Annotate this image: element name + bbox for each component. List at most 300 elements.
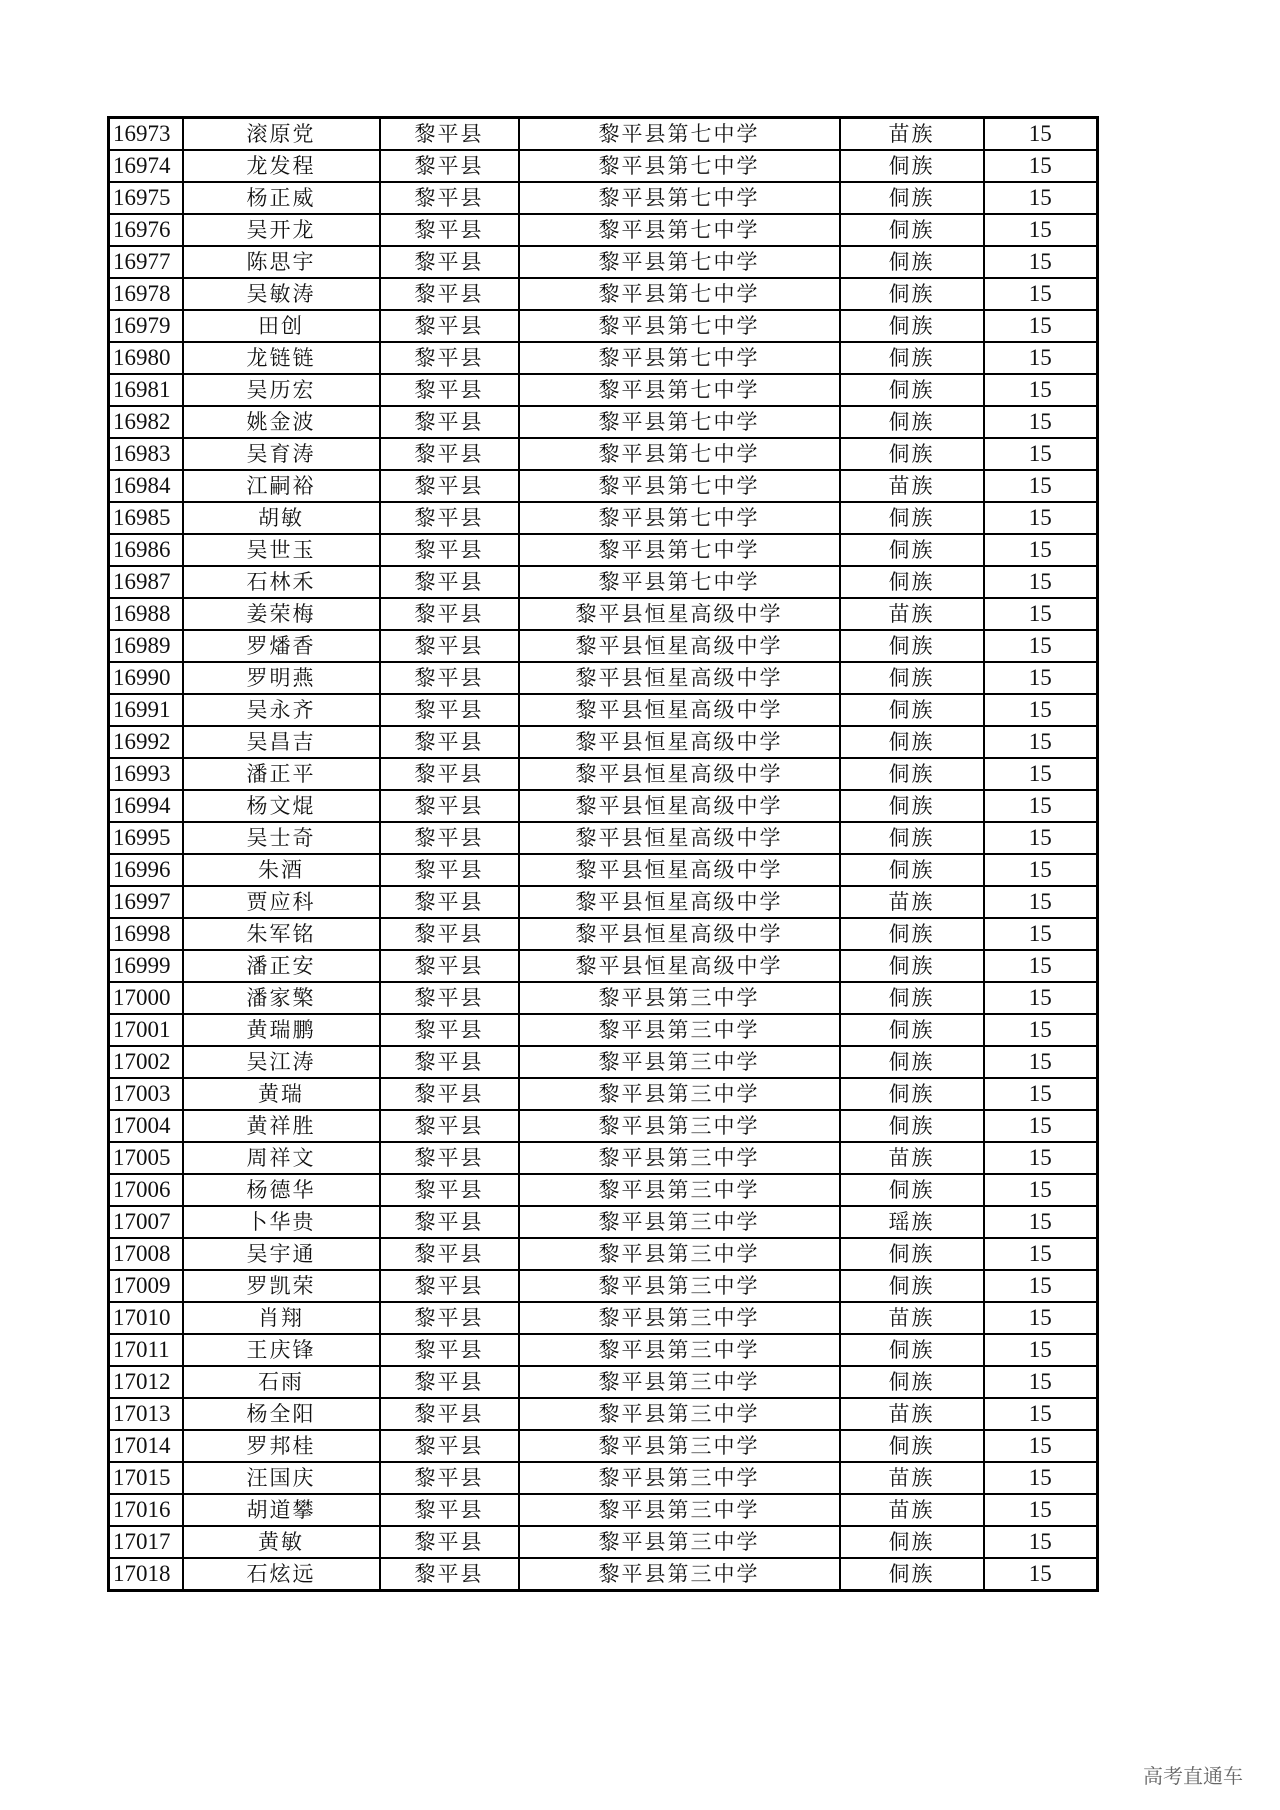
cell-ethnicity: 苗族	[840, 470, 984, 502]
cell-county: 黎平县	[380, 534, 519, 566]
cell-county: 黎平县	[380, 502, 519, 534]
cell-name: 石林禾	[183, 566, 380, 598]
cell-id: 16976	[109, 214, 183, 246]
cell-name: 朱军铭	[183, 918, 380, 950]
table-row	[109, 438, 1098, 470]
student-bonus-table	[107, 116, 1099, 1592]
table-row	[109, 790, 1098, 822]
cell-id: 16984	[109, 470, 183, 502]
cell-ethnicity: 侗族	[840, 662, 984, 694]
cell-name: 吴永齐	[183, 694, 380, 726]
cell-id: 17012	[109, 1366, 183, 1398]
cell-id: 17013	[109, 1398, 183, 1430]
cell-score: 15	[984, 1366, 1098, 1398]
cell-ethnicity: 侗族	[840, 310, 984, 342]
cell-name: 龙链链	[183, 342, 380, 374]
table-row	[109, 630, 1098, 662]
cell-id: 17001	[109, 1014, 183, 1046]
table-row	[109, 1270, 1098, 1302]
table-row	[109, 598, 1098, 630]
cell-ethnicity: 侗族	[840, 918, 984, 950]
table-row	[109, 342, 1098, 374]
cell-county: 黎平县	[380, 854, 519, 886]
cell-score: 15	[984, 118, 1098, 151]
cell-county: 黎平县	[380, 566, 519, 598]
cell-score: 15	[984, 278, 1098, 310]
cell-ethnicity: 苗族	[840, 1494, 984, 1526]
cell-school: 黎平县第三中学	[519, 1526, 840, 1558]
cell-ethnicity: 侗族	[840, 822, 984, 854]
cell-id: 16982	[109, 406, 183, 438]
cell-ethnicity: 侗族	[840, 374, 984, 406]
cell-id: 16983	[109, 438, 183, 470]
cell-county: 黎平县	[380, 1334, 519, 1366]
cell-name: 贾应科	[183, 886, 380, 918]
cell-school: 黎平县恒星高级中学	[519, 950, 840, 982]
cell-county: 黎平县	[380, 182, 519, 214]
table-row	[109, 662, 1098, 694]
cell-school: 黎平县第三中学	[519, 1494, 840, 1526]
cell-id: 16987	[109, 566, 183, 598]
cell-school: 黎平县第三中学	[519, 1558, 840, 1591]
cell-county: 黎平县	[380, 694, 519, 726]
table-row	[109, 1558, 1098, 1591]
cell-score: 15	[984, 950, 1098, 982]
cell-id: 17004	[109, 1110, 183, 1142]
cell-county: 黎平县	[380, 598, 519, 630]
cell-school: 黎平县第三中学	[519, 1334, 840, 1366]
cell-school: 黎平县第三中学	[519, 1398, 840, 1430]
cell-ethnicity: 苗族	[840, 1398, 984, 1430]
cell-county: 黎平县	[380, 822, 519, 854]
cell-school: 黎平县第七中学	[519, 342, 840, 374]
cell-ethnicity: 苗族	[840, 886, 984, 918]
cell-name: 吴开龙	[183, 214, 380, 246]
watermark: 高考直通车	[1143, 1764, 1243, 1788]
cell-id: 17003	[109, 1078, 183, 1110]
cell-ethnicity: 侗族	[840, 214, 984, 246]
cell-name: 潘家檠	[183, 982, 380, 1014]
cell-ethnicity: 侗族	[840, 150, 984, 182]
cell-id: 16978	[109, 278, 183, 310]
cell-school: 黎平县第三中学	[519, 1078, 840, 1110]
cell-ethnicity: 侗族	[840, 790, 984, 822]
cell-score: 15	[984, 1206, 1098, 1238]
cell-score: 15	[984, 694, 1098, 726]
cell-ethnicity: 侗族	[840, 854, 984, 886]
table-row	[109, 726, 1098, 758]
cell-id: 17009	[109, 1270, 183, 1302]
cell-score: 15	[984, 246, 1098, 278]
cell-id: 17002	[109, 1046, 183, 1078]
table-body	[109, 118, 1098, 1591]
cell-score: 15	[984, 1494, 1098, 1526]
table-row	[109, 982, 1098, 1014]
cell-id: 16992	[109, 726, 183, 758]
table-row	[109, 502, 1098, 534]
cell-county: 黎平县	[380, 1238, 519, 1270]
cell-id: 17015	[109, 1462, 183, 1494]
cell-ethnicity: 侗族	[840, 342, 984, 374]
table-row	[109, 1014, 1098, 1046]
cell-name: 滚原党	[183, 118, 380, 151]
cell-id: 17008	[109, 1238, 183, 1270]
cell-name: 罗邦桂	[183, 1430, 380, 1462]
cell-name: 石炫远	[183, 1558, 380, 1591]
cell-county: 黎平县	[380, 438, 519, 470]
cell-ethnicity: 侗族	[840, 1366, 984, 1398]
table-row	[109, 950, 1098, 982]
cell-ethnicity: 侗族	[840, 1430, 984, 1462]
cell-name: 黄祥胜	[183, 1110, 380, 1142]
cell-name: 罗燔香	[183, 630, 380, 662]
cell-school: 黎平县第七中学	[519, 406, 840, 438]
cell-name: 陈思宇	[183, 246, 380, 278]
cell-county: 黎平县	[380, 214, 519, 246]
cell-name: 卜华贵	[183, 1206, 380, 1238]
cell-name: 黄瑞鹏	[183, 1014, 380, 1046]
cell-ethnicity: 侗族	[840, 502, 984, 534]
cell-id: 16995	[109, 822, 183, 854]
table-row	[109, 1494, 1098, 1526]
cell-id: 16993	[109, 758, 183, 790]
cell-county: 黎平县	[380, 1398, 519, 1430]
cell-name: 吴昌吉	[183, 726, 380, 758]
cell-name: 姜荣梅	[183, 598, 380, 630]
cell-school: 黎平县恒星高级中学	[519, 886, 840, 918]
cell-ethnicity: 侗族	[840, 1014, 984, 1046]
cell-ethnicity: 侗族	[840, 1174, 984, 1206]
cell-score: 15	[984, 310, 1098, 342]
cell-name: 杨正威	[183, 182, 380, 214]
cell-id: 16988	[109, 598, 183, 630]
cell-name: 黄敏	[183, 1526, 380, 1558]
cell-school: 黎平县第七中学	[519, 310, 840, 342]
cell-name: 黄瑞	[183, 1078, 380, 1110]
cell-name: 石雨	[183, 1366, 380, 1398]
table-row	[109, 822, 1098, 854]
cell-school: 黎平县第三中学	[519, 1366, 840, 1398]
cell-id: 16990	[109, 662, 183, 694]
cell-score: 15	[984, 1334, 1098, 1366]
cell-school: 黎平县第七中学	[519, 182, 840, 214]
cell-county: 黎平县	[380, 726, 519, 758]
cell-score: 15	[984, 438, 1098, 470]
table-row	[109, 918, 1098, 950]
cell-ethnicity: 侗族	[840, 1526, 984, 1558]
table-row	[109, 1110, 1098, 1142]
cell-name: 潘正安	[183, 950, 380, 982]
cell-county: 黎平县	[380, 1302, 519, 1334]
cell-score: 15	[984, 982, 1098, 1014]
cell-school: 黎平县第三中学	[519, 1014, 840, 1046]
cell-county: 黎平县	[380, 246, 519, 278]
cell-id: 16989	[109, 630, 183, 662]
table-row	[109, 1142, 1098, 1174]
cell-school: 黎平县第七中学	[519, 502, 840, 534]
cell-ethnicity: 侗族	[840, 630, 984, 662]
table-row	[109, 694, 1098, 726]
cell-score: 15	[984, 1558, 1098, 1591]
cell-school: 黎平县第七中学	[519, 150, 840, 182]
cell-name: 杨全阳	[183, 1398, 380, 1430]
cell-score: 15	[984, 1430, 1098, 1462]
table-row	[109, 854, 1098, 886]
cell-ethnicity: 苗族	[840, 118, 984, 151]
cell-id: 16975	[109, 182, 183, 214]
cell-name: 肖翔	[183, 1302, 380, 1334]
cell-school: 黎平县恒星高级中学	[519, 694, 840, 726]
cell-score: 15	[984, 726, 1098, 758]
cell-ethnicity: 侗族	[840, 278, 984, 310]
cell-ethnicity: 侗族	[840, 1334, 984, 1366]
cell-name: 吴育涛	[183, 438, 380, 470]
cell-school: 黎平县第三中学	[519, 1046, 840, 1078]
table-row	[109, 1462, 1098, 1494]
table-row	[109, 534, 1098, 566]
table-row	[109, 758, 1098, 790]
cell-name: 杨德华	[183, 1174, 380, 1206]
cell-id: 17010	[109, 1302, 183, 1334]
cell-score: 15	[984, 630, 1098, 662]
cell-school: 黎平县第三中学	[519, 1238, 840, 1270]
cell-school: 黎平县恒星高级中学	[519, 726, 840, 758]
table-row	[109, 1302, 1098, 1334]
table-row	[109, 1334, 1098, 1366]
cell-id: 16986	[109, 534, 183, 566]
cell-id: 16973	[109, 118, 183, 151]
cell-id: 16977	[109, 246, 183, 278]
cell-score: 15	[984, 342, 1098, 374]
cell-name: 姚金波	[183, 406, 380, 438]
cell-county: 黎平县	[380, 310, 519, 342]
cell-county: 黎平县	[380, 886, 519, 918]
cell-ethnicity: 侗族	[840, 534, 984, 566]
cell-score: 15	[984, 502, 1098, 534]
cell-id: 16999	[109, 950, 183, 982]
cell-school: 黎平县第三中学	[519, 1142, 840, 1174]
table-row	[109, 278, 1098, 310]
cell-school: 黎平县第七中学	[519, 438, 840, 470]
cell-school: 黎平县第七中学	[519, 118, 840, 151]
cell-name: 朱酒	[183, 854, 380, 886]
cell-school: 黎平县第七中学	[519, 534, 840, 566]
cell-school: 黎平县第七中学	[519, 214, 840, 246]
cell-score: 15	[984, 1142, 1098, 1174]
cell-id: 17000	[109, 982, 183, 1014]
cell-county: 黎平县	[380, 1142, 519, 1174]
cell-name: 胡敏	[183, 502, 380, 534]
cell-county: 黎平县	[380, 118, 519, 151]
cell-id: 17014	[109, 1430, 183, 1462]
cell-county: 黎平县	[380, 374, 519, 406]
table-row	[109, 374, 1098, 406]
table-row	[109, 1526, 1098, 1558]
cell-ethnicity: 侗族	[840, 1110, 984, 1142]
cell-ethnicity: 侗族	[840, 1078, 984, 1110]
cell-school: 黎平县第三中学	[519, 1206, 840, 1238]
table-row	[109, 246, 1098, 278]
cell-score: 15	[984, 1238, 1098, 1270]
table-row	[109, 406, 1098, 438]
cell-ethnicity: 侗族	[840, 726, 984, 758]
cell-ethnicity: 苗族	[840, 598, 984, 630]
cell-county: 黎平县	[380, 1526, 519, 1558]
cell-score: 15	[984, 406, 1098, 438]
cell-score: 15	[984, 374, 1098, 406]
table-row	[109, 310, 1098, 342]
table-row	[109, 1078, 1098, 1110]
cell-name: 吴敏涛	[183, 278, 380, 310]
cell-school: 黎平县第三中学	[519, 1430, 840, 1462]
cell-score: 15	[984, 1462, 1098, 1494]
cell-id: 16974	[109, 150, 183, 182]
cell-county: 黎平县	[380, 758, 519, 790]
cell-county: 黎平县	[380, 470, 519, 502]
cell-ethnicity: 侗族	[840, 1558, 984, 1591]
cell-id: 16996	[109, 854, 183, 886]
cell-score: 15	[984, 214, 1098, 246]
table-row	[109, 1398, 1098, 1430]
cell-name: 周祥文	[183, 1142, 380, 1174]
cell-score: 15	[984, 1526, 1098, 1558]
cell-id: 17007	[109, 1206, 183, 1238]
cell-score: 15	[984, 598, 1098, 630]
cell-id: 16981	[109, 374, 183, 406]
table-row	[109, 182, 1098, 214]
cell-score: 15	[984, 918, 1098, 950]
cell-school: 黎平县恒星高级中学	[519, 822, 840, 854]
cell-ethnicity: 侗族	[840, 1238, 984, 1270]
cell-school: 黎平县第七中学	[519, 246, 840, 278]
table-row	[109, 1430, 1098, 1462]
cell-county: 黎平县	[380, 1430, 519, 1462]
cell-county: 黎平县	[380, 342, 519, 374]
cell-score: 15	[984, 1174, 1098, 1206]
cell-ethnicity: 苗族	[840, 1302, 984, 1334]
cell-ethnicity: 瑶族	[840, 1206, 984, 1238]
cell-name: 江嗣裕	[183, 470, 380, 502]
cell-county: 黎平县	[380, 1174, 519, 1206]
cell-county: 黎平县	[380, 950, 519, 982]
table-row	[109, 1174, 1098, 1206]
table-row	[109, 150, 1098, 182]
cell-name: 胡道攀	[183, 1494, 380, 1526]
cell-ethnicity: 侗族	[840, 182, 984, 214]
cell-county: 黎平县	[380, 1494, 519, 1526]
cell-score: 15	[984, 886, 1098, 918]
table-row	[109, 886, 1098, 918]
cell-name: 汪国庆	[183, 1462, 380, 1494]
cell-county: 黎平县	[380, 918, 519, 950]
cell-county: 黎平县	[380, 1046, 519, 1078]
cell-name: 吴世玉	[183, 534, 380, 566]
cell-id: 17006	[109, 1174, 183, 1206]
cell-score: 15	[984, 534, 1098, 566]
table-row	[109, 214, 1098, 246]
cell-school: 黎平县恒星高级中学	[519, 790, 840, 822]
cell-county: 黎平县	[380, 1014, 519, 1046]
cell-score: 15	[984, 1078, 1098, 1110]
cell-score: 15	[984, 1398, 1098, 1430]
cell-ethnicity: 侗族	[840, 950, 984, 982]
cell-school: 黎平县恒星高级中学	[519, 854, 840, 886]
cell-school: 黎平县第七中学	[519, 374, 840, 406]
cell-county: 黎平县	[380, 1078, 519, 1110]
cell-id: 17005	[109, 1142, 183, 1174]
cell-score: 15	[984, 182, 1098, 214]
cell-school: 黎平县第三中学	[519, 982, 840, 1014]
cell-id: 16979	[109, 310, 183, 342]
table-row	[109, 566, 1098, 598]
cell-ethnicity: 侗族	[840, 406, 984, 438]
cell-score: 15	[984, 1110, 1098, 1142]
cell-county: 黎平县	[380, 1366, 519, 1398]
cell-score: 15	[984, 758, 1098, 790]
cell-county: 黎平县	[380, 630, 519, 662]
cell-score: 15	[984, 854, 1098, 886]
cell-ethnicity: 侗族	[840, 438, 984, 470]
table-row	[109, 1206, 1098, 1238]
cell-county: 黎平县	[380, 278, 519, 310]
cell-id: 16985	[109, 502, 183, 534]
cell-county: 黎平县	[380, 406, 519, 438]
cell-school: 黎平县第七中学	[519, 278, 840, 310]
cell-name: 田创	[183, 310, 380, 342]
cell-school: 黎平县恒星高级中学	[519, 662, 840, 694]
cell-school: 黎平县第三中学	[519, 1174, 840, 1206]
cell-name: 吴士奇	[183, 822, 380, 854]
cell-name: 杨文焜	[183, 790, 380, 822]
cell-ethnicity: 侗族	[840, 758, 984, 790]
cell-county: 黎平县	[380, 150, 519, 182]
cell-county: 黎平县	[380, 1462, 519, 1494]
cell-name: 吴宇通	[183, 1238, 380, 1270]
cell-school: 黎平县恒星高级中学	[519, 630, 840, 662]
table-row	[109, 1238, 1098, 1270]
cell-ethnicity: 苗族	[840, 1462, 984, 1494]
cell-ethnicity: 苗族	[840, 1142, 984, 1174]
cell-name: 王庆锋	[183, 1334, 380, 1366]
table-row	[109, 118, 1098, 151]
cell-county: 黎平县	[380, 1270, 519, 1302]
cell-id: 16997	[109, 886, 183, 918]
cell-school: 黎平县第三中学	[519, 1302, 840, 1334]
cell-id: 16998	[109, 918, 183, 950]
cell-id: 16994	[109, 790, 183, 822]
table-row	[109, 1366, 1098, 1398]
cell-score: 15	[984, 566, 1098, 598]
cell-ethnicity: 侗族	[840, 1046, 984, 1078]
cell-score: 15	[984, 1046, 1098, 1078]
cell-name: 吴历宏	[183, 374, 380, 406]
cell-ethnicity: 侗族	[840, 1270, 984, 1302]
cell-ethnicity: 侗族	[840, 566, 984, 598]
cell-id: 16991	[109, 694, 183, 726]
cell-score: 15	[984, 150, 1098, 182]
cell-score: 15	[984, 1014, 1098, 1046]
cell-school: 黎平县恒星高级中学	[519, 598, 840, 630]
cell-score: 15	[984, 662, 1098, 694]
cell-name: 罗明燕	[183, 662, 380, 694]
cell-school: 黎平县第七中学	[519, 470, 840, 502]
cell-id: 17017	[109, 1526, 183, 1558]
cell-school: 黎平县第三中学	[519, 1110, 840, 1142]
cell-id: 17011	[109, 1334, 183, 1366]
cell-county: 黎平县	[380, 982, 519, 1014]
cell-score: 15	[984, 822, 1098, 854]
cell-county: 黎平县	[380, 662, 519, 694]
